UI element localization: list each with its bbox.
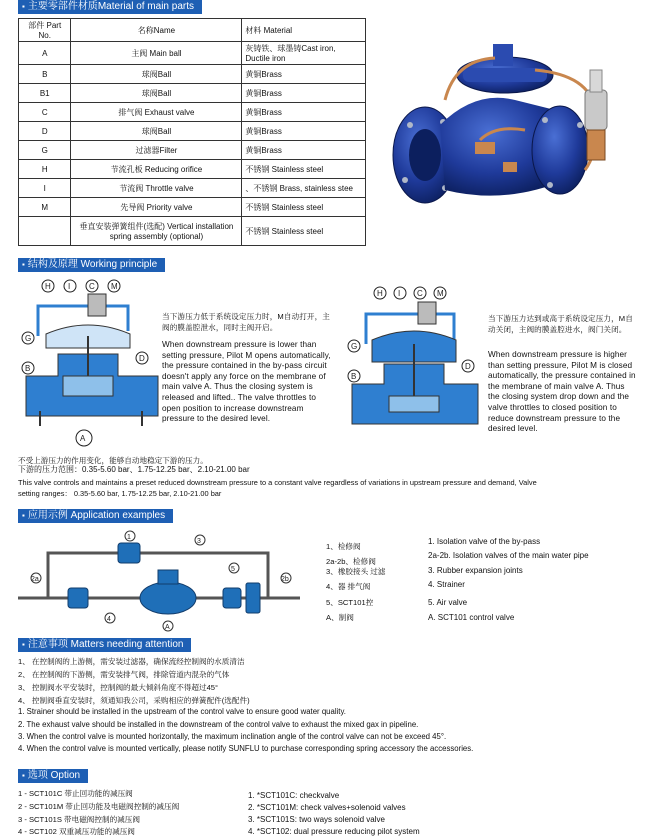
application-en-item: 3. Rubber expansion joints (428, 566, 523, 575)
section-header-materials (18, 0, 202, 14)
cell-part: B1 (19, 84, 71, 103)
cell-name: 球阀Ball (71, 65, 242, 84)
callout-label: A (165, 624, 170, 631)
callout-label: C (89, 282, 95, 291)
col-header-material: 材料 Material (242, 19, 366, 42)
callout-label: 2b (281, 576, 289, 583)
cell-name: 排气阀 Exhaust valve (71, 103, 242, 122)
cell-material: 灰铸铁、球墨铸Cast iron, Ductile iron (242, 42, 366, 65)
cell-part: D (19, 122, 71, 141)
section-title: 选项 Option (27, 770, 81, 781)
cell-material: 黄铜Brass (242, 65, 366, 84)
cell-part: M (19, 198, 71, 217)
option-en-item: 4. *SCT102: dual pressure reducing pilot system (248, 827, 420, 836)
callout-label: 3 (197, 538, 201, 545)
section-header-working (18, 258, 165, 272)
cell-material: 黄铜Brass (242, 122, 366, 141)
bullet-icon: ▪ (22, 511, 25, 520)
section-title: 结构及原理 Working principle (27, 259, 158, 270)
attention-en-item: 4. When the control valve is mounted vertically, please notify SUNFLU to purchase corresponding spring accessory the accessories. (18, 744, 474, 753)
working-left-en: When downstream pressure is lower than setting pressure, Pilot M opens automatically, the pressure contained in the by-pass circuit doesn't apply any force on the membrane of main valve A. Thus the closing system is released and lifted.. The valve throttles to open position to increase downstream pressure to the desired level. (162, 340, 331, 424)
cell-name: 球阀Ball (71, 84, 242, 103)
range-en-2: setting ranges： 0.35-5.60 bar, 1.75-12.25 bar, 2.10-21.00 bar (18, 489, 222, 498)
attention-en-item: 1. Strainer should be installed in the upstream of the control valve to ensure good water quality. (18, 707, 346, 716)
cell-part: B (19, 65, 71, 84)
cell-part: I (19, 179, 71, 198)
section-title: 应用示例 Application examples (27, 510, 166, 521)
section-header-application (18, 509, 173, 523)
col-header-part: 部件 Part No. (19, 19, 71, 42)
table-row (19, 84, 366, 103)
cell-part: H (19, 160, 71, 179)
cell-part (19, 217, 71, 246)
callout-label: 5 (231, 566, 235, 573)
table-row (19, 141, 366, 160)
bullet-icon: ▪ (22, 260, 25, 269)
cell-name: 球阀Ball (71, 122, 242, 141)
application-en-item: 5. Air valve (428, 598, 468, 607)
callout-label: H (45, 282, 51, 291)
attention-cn-item: 2、 在控制阀的下游侧，需安装排气阀，排除管道内混杂的气体 (18, 670, 230, 679)
callout-label: G (25, 334, 32, 343)
cell-material: 黄铜Brass (242, 103, 366, 122)
callout-label: D (465, 362, 471, 371)
working-left-cn: 当下游压力低于系统设定压力时，M自动打开，主阀的膜盖腔泄水，同时主阀开启。 (162, 312, 330, 332)
application-en-item: A. SCT101 control valve (428, 613, 515, 622)
attention-en-item: 3. When the control valve is mounted horizontally, the maximum inclination angle of the control valve can not be exceed 45°. (18, 732, 447, 741)
application-diagram (18, 528, 318, 633)
section-header-attention (18, 638, 191, 652)
option-en-item: 3. *SCT101S: two ways solenoid valve (248, 815, 385, 824)
table-row (19, 217, 366, 246)
cell-material: 不锈钢 Stainless steel (242, 198, 366, 217)
principle-diagram-open (18, 276, 168, 456)
callout-label: D (139, 354, 145, 363)
cell-part: A (19, 42, 71, 65)
cell-name: 垂直安装弹簧组件(选配) Vertical installation spring assembly (optional) (71, 217, 242, 246)
parts-table (18, 18, 366, 246)
bullet-icon: ▪ (22, 640, 25, 649)
attention-cn-item: 1、 在控制阀的上游侧，需安装过滤器，确保流经控制阀的水质清洁 (18, 657, 245, 666)
application-cn-item: 1、检修阀 (326, 542, 361, 551)
cell-material: 不锈钢 Stainless steel (242, 217, 366, 246)
cell-name: 先导阀 Priority valve (71, 198, 242, 217)
callout-label: H (377, 289, 383, 298)
table-row (19, 198, 366, 217)
table-row (19, 103, 366, 122)
application-cn-item: A、制阀 (326, 613, 354, 622)
option-en-item: 1. *SCT101C: checkvalve (248, 791, 340, 800)
option-cn-item: 3 - SCT101S 带电磁阀控制的减压阀 (18, 815, 140, 824)
table-row (19, 42, 366, 65)
callout-label: A (80, 434, 86, 443)
option-cn-item: 1 - SCT101C 带止回功能的减压阀 (18, 789, 133, 798)
table-row (19, 122, 366, 141)
bullet-icon: ▪ (22, 771, 25, 780)
callout-label: C (417, 289, 423, 298)
option-cn-item: 4 - SCT102 双重减压功能的减压阀 (18, 827, 135, 836)
callout-label: B (351, 372, 357, 381)
cell-name: 节流阀 Throttle valve (71, 179, 242, 198)
cell-part: C (19, 103, 71, 122)
principle-diagram-closed (344, 284, 484, 454)
attention-cn-item: 3、 控制阀水平安装时，控制阀的最大倾斜角度不得超过45° (18, 683, 219, 692)
application-cn-item: 3、橡胶接头 过滤 (326, 567, 386, 576)
cell-name: 节流孔板 Reducing orifice (71, 160, 242, 179)
application-en-item: 1. Isolation valve of the by-pass (428, 537, 541, 546)
working-right-cn: 当下游压力达到或高于系统设定压力，M自动关闭，主阀的膜盖腔进水，阀门关闭。 (488, 314, 633, 334)
cell-material: 黄铜Brass (242, 141, 366, 160)
callout-label: I (68, 282, 71, 291)
callout-label: 4 (107, 616, 111, 623)
section-title: 主要零部件材质Material of main parts (27, 1, 194, 12)
col-header-name: 名称Name (71, 19, 242, 42)
application-en-item: 2a-2b. Isolation valves of the main water pipe (428, 551, 589, 560)
callout-label: B (25, 364, 31, 373)
application-en-item: 4. Strainer (428, 580, 465, 589)
table-header-row (19, 19, 366, 42)
callout-label: M (111, 282, 118, 291)
option-en-item: 2. *SCT101M: check valves+solenoid valves (248, 803, 406, 812)
table-row (19, 179, 366, 198)
cell-name: 过滤器Filter (71, 141, 242, 160)
callout-label: I (398, 289, 401, 298)
valve-product-image (385, 30, 635, 220)
cell-name: 主阀 Main ball (71, 42, 242, 65)
table-row (19, 160, 366, 179)
range-cn-1: 不受上游压力的作用变化，能够自动地稳定下游的压力。 (18, 456, 208, 465)
section-header-option (18, 769, 88, 783)
range-en-1: This valve controls and maintains a preset reduced downstream pressure to a constant valve regardless of variations in upstream pressure and demand, Valve (18, 478, 537, 487)
cell-material: 、不锈钢 Brass, stainless stee (242, 179, 366, 198)
callout-label: 2a (31, 576, 39, 583)
section-title: 注意事项 Matters needing attention (27, 639, 184, 650)
callout-label: G (351, 342, 358, 351)
cell-material: 不锈钢 Stainless steel (242, 160, 366, 179)
application-cn-item: 4、器 排气阀 (326, 582, 371, 591)
application-cn-item: 5、SCT101控 (326, 598, 374, 607)
cell-part: G (19, 141, 71, 160)
bullet-icon: ▪ (22, 2, 25, 11)
working-right-en: When downstream pressure is higher than setting pressure, Pilot M is closed automatically, the pressure contained in the membrane of main valve A. Thus the closing system drop down and the valve throttles to closed position to reduce downstream pressure to the desired level. (488, 350, 636, 434)
cell-material: 黄铜Brass (242, 84, 366, 103)
application-cn-item: 2a-2b、检修阀 (326, 557, 376, 566)
attention-cn-item: 4、 控制阀垂直安装时，须通知我公司，采购相应的弹簧配件(选配件) (18, 696, 250, 705)
callout-label: M (437, 289, 444, 298)
range-cn-2: 下游的压力范围：0.35-5.60 bar、1.75-12.25 bar、2.10-21.00 bar (18, 465, 250, 474)
option-cn-item: 2 - SCT101M 带止回功能及电磁阀控制的减压阀 (18, 802, 180, 811)
callout-label: 1 (127, 534, 131, 541)
table-row (19, 65, 366, 84)
attention-en-item: 2. The exhaust valve should be installed in the downstream of the control valve to exhaust the mixed gax in pipeline. (18, 720, 419, 729)
